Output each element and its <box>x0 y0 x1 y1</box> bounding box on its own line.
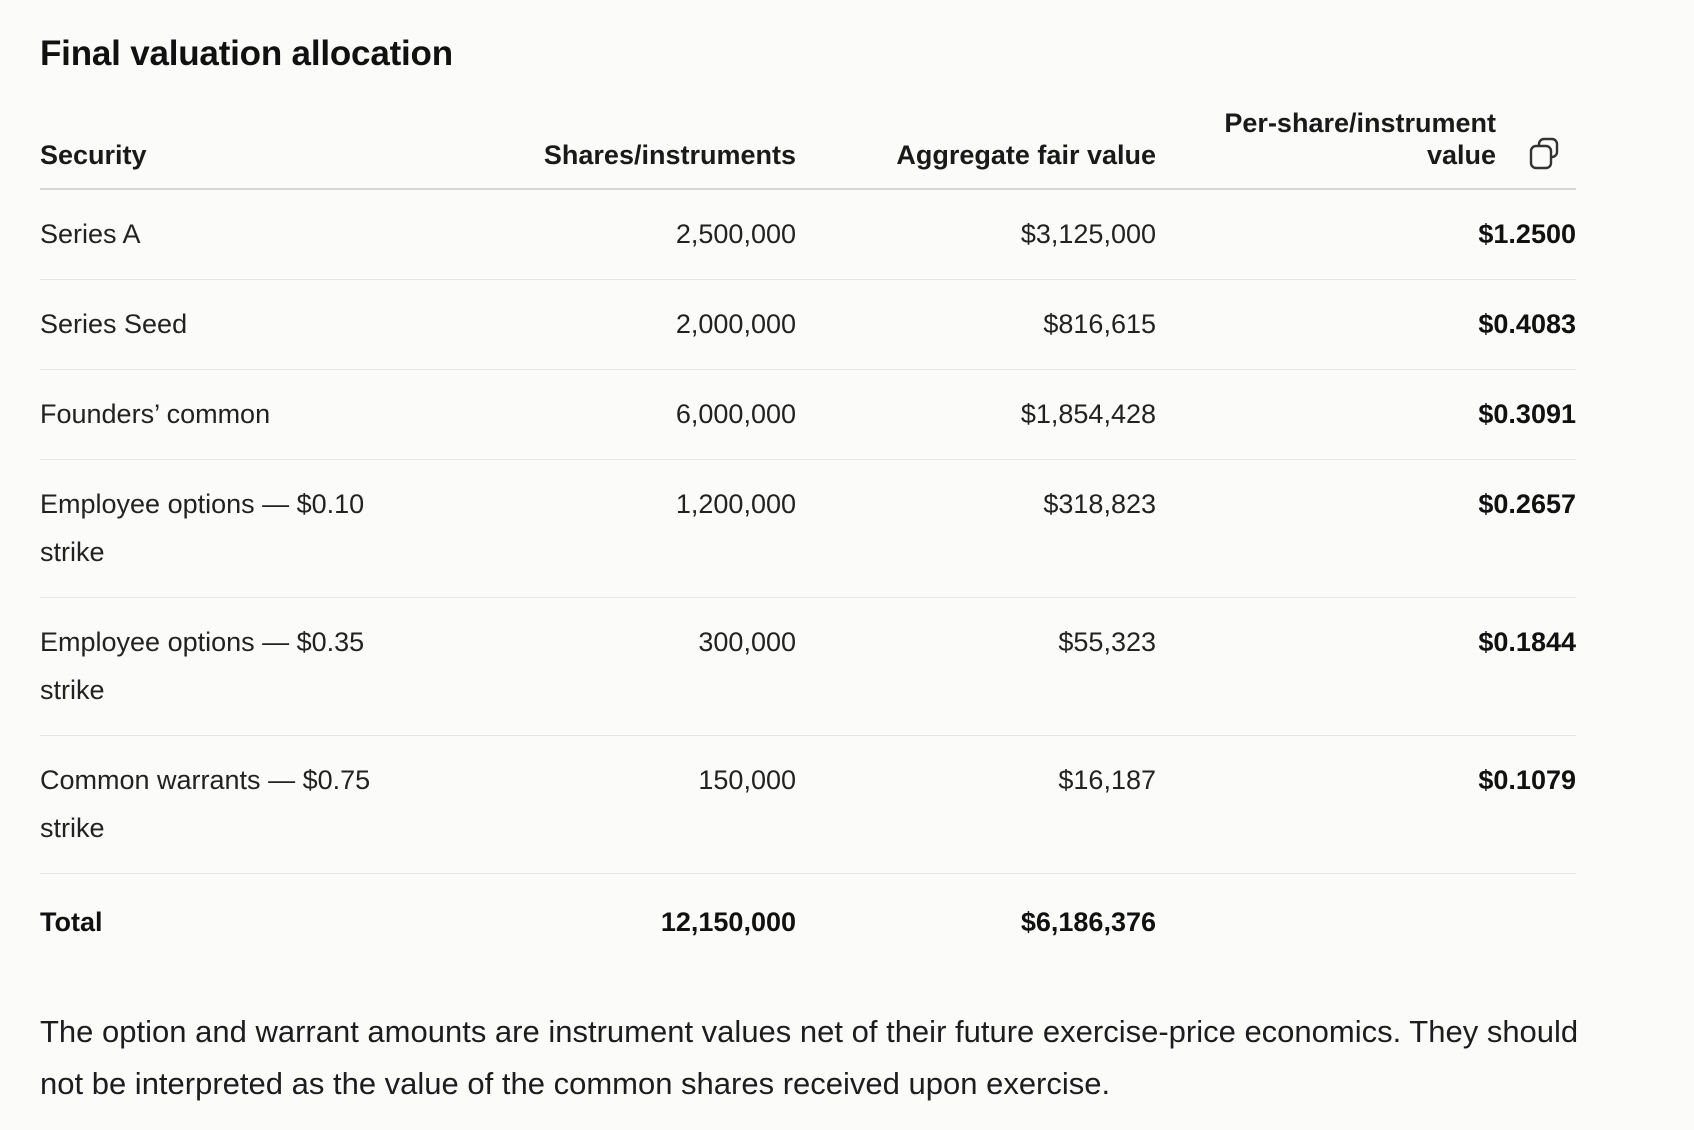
cell-security: Common warrants — $0.75 strike <box>40 765 371 843</box>
cell-per-share: $1.2500 <box>1478 219 1576 249</box>
total-label: Total <box>40 907 103 937</box>
table-total-row <box>40 874 1576 974</box>
cell-security: Employee options — $0.35 strike <box>40 627 365 705</box>
total-shares: 12,150,000 <box>660 907 796 937</box>
table-row <box>40 736 1576 874</box>
cell-aggregate: $318,823 <box>1043 489 1156 519</box>
cell-per-share: $0.2657 <box>1478 489 1576 519</box>
cell-per-share: $0.1844 <box>1478 627 1576 657</box>
cell-shares: 150,000 <box>698 765 796 795</box>
cell-security: Series Seed <box>40 309 188 339</box>
cell-shares: 2,500,000 <box>675 219 796 249</box>
table-row <box>40 598 1576 736</box>
header-security: Security <box>40 140 147 170</box>
copy-icon <box>1526 135 1566 175</box>
table-row <box>40 460 1576 598</box>
cell-aggregate: $3,125,000 <box>1020 219 1156 249</box>
table-row <box>40 190 1576 280</box>
cell-per-share: $0.3091 <box>1478 399 1576 429</box>
total-aggregate: $6,186,376 <box>1020 907 1156 937</box>
cell-aggregate: $55,323 <box>1058 627 1156 657</box>
valuation-table <box>40 105 1576 974</box>
cell-security: Series A <box>40 219 141 249</box>
cell-shares: 2,000,000 <box>675 309 796 339</box>
cell-aggregate: $1,854,428 <box>1020 399 1156 429</box>
explanatory-note: The option and warrant amounts are instrument values net of their future exercise-price economics. They should not be interpreted as the value of the common shares received upon exercise. <box>40 1014 1579 1101</box>
cell-per-share: $0.1079 <box>1478 765 1576 795</box>
table-row <box>40 370 1576 460</box>
header-aggregate-fair-value: Aggregate fair value <box>896 140 1156 170</box>
header-shares: Shares/instruments <box>543 140 796 170</box>
cell-shares: 6,000,000 <box>675 399 796 429</box>
table-header <box>40 105 1576 190</box>
section-title: Final valuation allocation <box>40 34 453 73</box>
cell-shares: 1,200,000 <box>675 489 796 519</box>
cell-aggregate: $816,615 <box>1043 309 1156 339</box>
table-row <box>40 280 1576 370</box>
cell-security: Founders’ common <box>40 399 271 429</box>
cell-per-share: $0.4083 <box>1478 309 1576 339</box>
cell-aggregate: $16,187 <box>1058 765 1156 795</box>
copy-table-button[interactable] <box>1526 135 1566 175</box>
cell-security: Employee options — $0.10 strike <box>40 489 365 567</box>
header-per-share-value: Per-share/instrument value <box>1224 108 1496 170</box>
cell-shares: 300,000 <box>698 627 796 657</box>
